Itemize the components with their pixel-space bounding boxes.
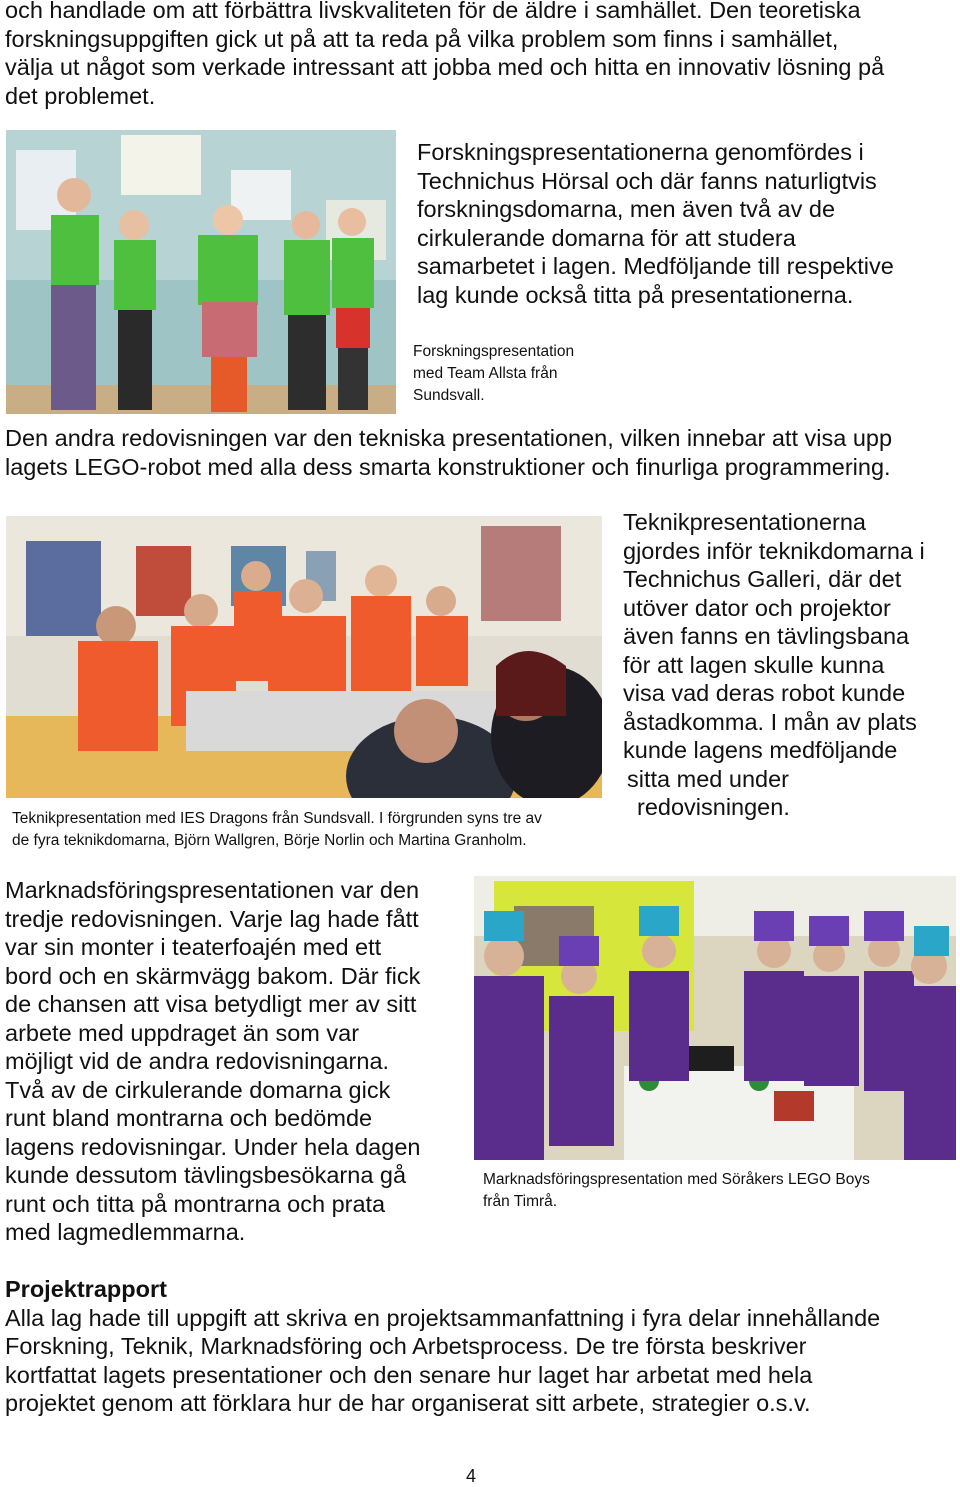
text-line: forskningsdomarna, men även två av de xyxy=(417,196,836,222)
text-line: Technichus Galleri, där det xyxy=(623,566,902,592)
text-line: var sin monter i teaterfoajén med ett xyxy=(5,934,382,960)
text-line: Technichus Hörsal och där fanns naturligtvis xyxy=(417,167,877,194)
text-line: och handlade om att förbättra livskvaliteten för de äldre i samhället. Den teoretiska xyxy=(5,0,861,23)
text-line: forskningsuppgiften gick ut på att ta reda på vilka problem som finns i samhället, xyxy=(5,25,839,52)
text-line: Marknadsföringspresentationen var den xyxy=(5,877,420,903)
text-line: de chansen att visa betydligt mer av sitt xyxy=(5,991,417,1017)
text-line: kunde lagens medföljande xyxy=(623,737,898,763)
caption-line: Sundsvall. xyxy=(413,387,485,404)
text-line: bord och en skärmvägg bakom. Där fick xyxy=(5,962,421,989)
marketing-presentation-photo xyxy=(474,876,956,1160)
text-line: redovisningen. xyxy=(637,794,790,820)
caption-line: Teknikpresentation med IES Dragons från Sundsvall. I förgrunden syns tre av xyxy=(12,810,542,827)
caption-line: från Timrå. xyxy=(483,1193,558,1210)
caption-line: de fyra teknikdomarna, Björn Wallgren, Börje Norlin och Martina Granholm. xyxy=(12,832,527,849)
text-line: Alla lag hade till uppgift att skriva en projektsammanfattning i fyra delar innehållande xyxy=(5,1304,881,1331)
text-line: kortfattat lagets presentationer och den senare hur laget har arbetat med hela xyxy=(5,1361,813,1388)
caption-line: Marknadsföringspresentation med Söråkers LEGO Boys xyxy=(483,1171,870,1188)
text-line: gjordes inför teknikdomarna i xyxy=(623,537,925,564)
research-photo-caption xyxy=(413,341,633,407)
text-line: Två av de cirkulerande domarna gick xyxy=(5,1076,391,1103)
text-line: runt och titta på montrarna och prata xyxy=(5,1190,386,1217)
intro-paragraph xyxy=(5,0,955,110)
research-paragraph xyxy=(417,138,957,309)
marketing-paragraph xyxy=(5,876,465,1247)
text-line: tredje redovisningen. Varje lag hade fått xyxy=(5,905,419,932)
text-line: cirkulerande domarna för att studera xyxy=(417,224,796,251)
text-line: Forskning, Teknik, Marknadsföring och Arbetsprocess. De tre första beskriver xyxy=(5,1333,807,1359)
page-number: 4 xyxy=(466,1466,477,1486)
text-line: runt bland montrarna och bedömde xyxy=(5,1105,373,1131)
text-line: Den andra redovisningen var den tekniska presentationen, vilken innebar att visa upp xyxy=(5,425,893,451)
caption-line: med Team Allsta från xyxy=(413,365,558,382)
text-line: välja ut något som verkade intressant att jobba med och hitta en innovativ lösning på xyxy=(5,54,885,80)
section-heading: Projektrapport xyxy=(5,1276,167,1302)
caption-line: Forskningspresentation xyxy=(413,343,575,360)
text-line: med lagmedlemmarna. xyxy=(5,1219,246,1245)
project-report-section xyxy=(5,1275,955,1418)
technical-intro-paragraph xyxy=(5,424,955,481)
text-line: lagets LEGO-robot med alla dess smarta konstruktioner och finurliga programmering. xyxy=(5,453,891,480)
text-line: kunde dessutom tävlingsbesökarna gå xyxy=(5,1162,407,1188)
text-line: Teknikpresentationerna xyxy=(623,509,866,535)
text-line: utöver dator och projektor xyxy=(623,594,891,621)
text-line: arbete med uppdraget än som var xyxy=(5,1019,360,1046)
text-line: Forskningspresentationerna genomfördes i xyxy=(417,139,864,165)
text-line: samarbetet i lagen. Medföljande till respektive xyxy=(417,253,894,279)
marketing-photo-caption xyxy=(483,1169,953,1213)
text-line: även fanns en tävlingsbana xyxy=(623,623,910,649)
text-line: åstadkomma. I mån av plats xyxy=(623,708,917,735)
text-line: sitta med under xyxy=(627,765,789,792)
technical-presentation-photo xyxy=(6,516,602,798)
text-line: lagens redovisningar. Under hela dagen xyxy=(5,1133,421,1160)
research-presentation-photo xyxy=(6,130,396,414)
text-line: visa vad deras robot kunde xyxy=(623,680,906,706)
text-line: för att lagen skulle kunna xyxy=(623,651,885,678)
text-line: det problemet. xyxy=(5,82,156,109)
text-line: möjligt vid de andra redovisningarna. xyxy=(5,1048,390,1074)
text-line: projektet genom att förklara hur de har organiserat sitt arbete, strategier o.s.v. xyxy=(5,1390,811,1416)
technical-paragraph xyxy=(623,508,958,822)
text-line: lag kunde också titta på presentationerna. xyxy=(417,281,854,308)
technical-photo-caption xyxy=(12,808,607,852)
